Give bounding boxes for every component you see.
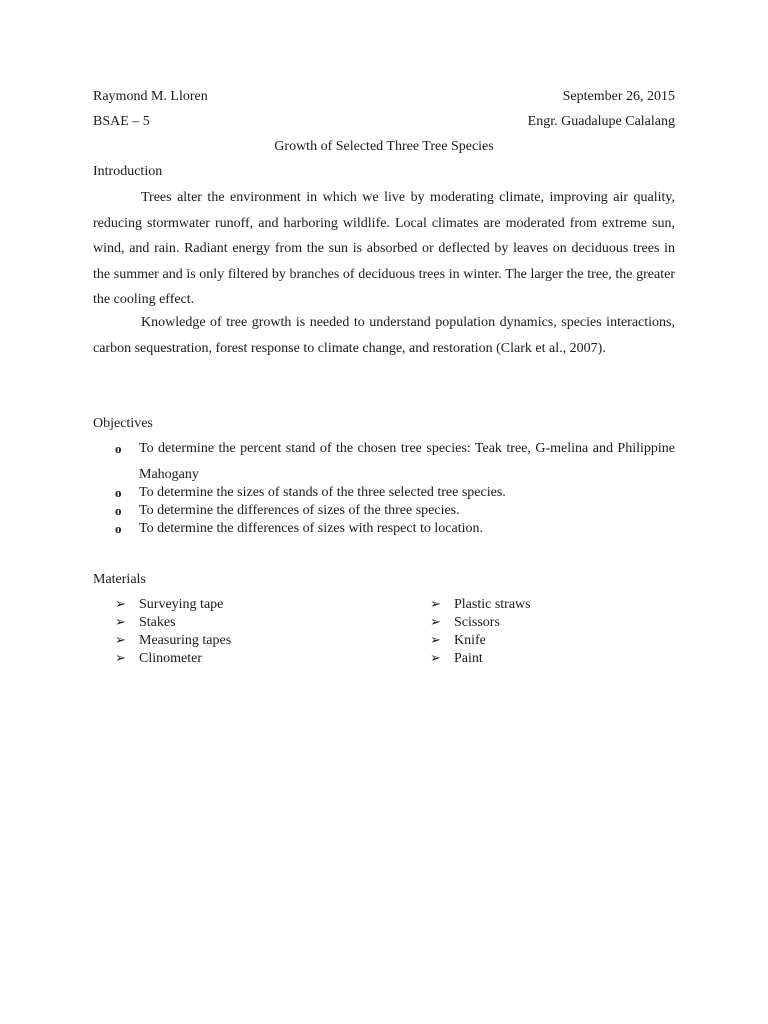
objective-item-3 [93,502,675,520]
material-item [408,614,531,632]
material-item [93,650,231,668]
instructor-name: Engr. Guadalupe Calalang [527,114,675,129]
document-date: September 26, 2015 [562,89,675,104]
header-row-1 [93,88,675,106]
material-text: Paint [454,651,483,666]
arrow-bullet-icon: ➢ [430,633,441,648]
material-text: Scissors [454,615,500,630]
arrow-bullet-icon: ➢ [430,597,441,612]
arrow-bullet-icon: ➢ [430,651,441,666]
objectives-list [93,436,675,538]
objective-text: To determine the sizes of stands of the three selected tree species. [139,485,506,500]
material-item [93,632,231,650]
material-item [408,596,531,614]
arrow-bullet-icon: ➢ [115,615,126,630]
header-row-2 [93,113,675,131]
introduction-heading: Introduction [93,164,163,179]
objective-item-1 [93,436,675,488]
objective-item-4 [93,520,675,538]
material-text: Stakes [139,615,176,630]
material-text: Clinometer [139,651,202,666]
course-section: BSAE – 5 [93,114,150,129]
arrow-bullet-icon: ➢ [115,633,126,648]
materials-heading: Materials [93,572,146,587]
circle-bullet-icon: o [115,441,122,456]
document-page [93,0,675,1024]
author-name: Raymond M. Lloren [93,89,208,104]
materials-list-left [93,596,231,668]
material-text: Surveying tape [139,597,224,612]
objective-text: To determine the differences of sizes with respect to location. [139,521,483,536]
material-text: Plastic straws [454,597,531,612]
circle-bullet-icon: o [115,485,122,500]
objective-item-2 [93,484,675,502]
introduction-paragraph-2: Knowledge of tree growth is needed to understand population dynamics, species interactions, carbon sequestration, forest response to climate change, and restoration (Clark et al., 2007). [93,315,675,356]
material-item [93,614,231,632]
circle-bullet-icon: o [115,503,122,518]
circle-bullet-icon: o [115,521,122,536]
introduction-paragraph-1: Trees alter the environment in which we live by moderating climate, improving air quality, reducing stormwater runoff, and harboring wildlife. Local climates are moderated from extreme sun, wind, and rain. Radiant energy from the sun is absorbed or deflected by leaves on deciduous trees in the summer and is only filtered by branches of deciduous trees in winter. The larger the tree, the greater the cooling effect. [93,190,675,307]
arrow-bullet-icon: ➢ [430,615,441,630]
material-item [408,632,531,650]
arrow-bullet-icon: ➢ [115,597,126,612]
material-item [93,596,231,614]
objective-text: To determine the percent stand of the chosen tree species: Teak tree, G-melina and Philippine Mahogany [139,441,675,482]
document-title: Growth of Selected Three Tree Species [274,139,494,154]
material-item [408,650,531,668]
material-text: Knife [454,633,486,648]
objectives-heading: Objectives [93,416,153,431]
arrow-bullet-icon: ➢ [115,651,126,666]
material-text: Measuring tapes [139,633,232,648]
materials-list-right [408,596,531,668]
objective-text: To determine the differences of sizes of the three species. [139,503,460,518]
